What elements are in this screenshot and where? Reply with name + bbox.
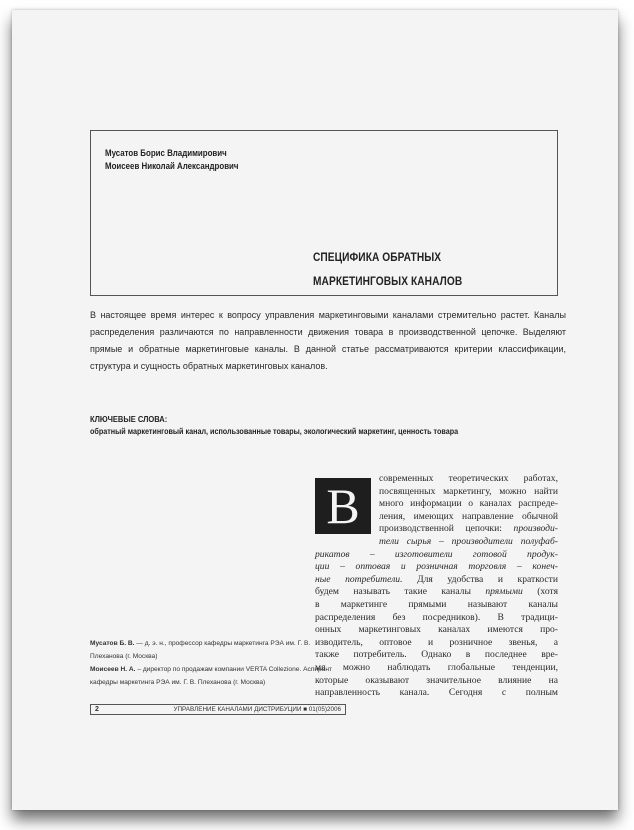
body-line: ные потребители. Для удобства и краткости [315, 573, 559, 585]
body-line: направленность канала. Сегодня с полным [315, 687, 558, 699]
page-number: 2 [95, 706, 99, 713]
document-page [12, 10, 618, 810]
body-line: мя можно наблюдать глобальные тенденции, [315, 661, 558, 673]
author-list [105, 147, 239, 173]
body-line: производственной цепочки: производи- [379, 523, 558, 535]
drop-cap: В [315, 478, 371, 534]
body-line: ции – оптовая и розничная торговля – конеч- [315, 561, 558, 573]
author-name: Моисеев Николай Александрович [105, 161, 239, 171]
body-line: много информации о каналах распреде- [379, 498, 558, 510]
body-line: изводитель, оптовое и розничное звенья, а [315, 636, 558, 648]
body-line: также потребитель. Однако в последнее вре- [315, 649, 558, 661]
body-line: тели сырья – производители полуфаб- [379, 535, 558, 547]
body-line: которые оказывают значительное влияние на [315, 674, 558, 686]
body-line: будем называть такие каналы прямыми (хотя [315, 586, 558, 598]
body-line: посвященных маркетингу, можно найти [379, 485, 558, 497]
article-title [313, 245, 462, 293]
body-line: современных теоретических работах, [379, 473, 558, 484]
title-line: СПЕЦИФИКА ОБРАТНЫХ [313, 250, 442, 264]
footnote-item: Мусатов Б. В. — д. э. н., профессор кафедры маркетинга РЭА им. Г. В. Плеханова (г. Москва) [90, 640, 311, 660]
body-line: онных маркетинговых каналах имеются про- [315, 624, 558, 636]
keywords-text: обратный маркетинговый канал, использованные товары, экологический маркетинг, ценность товара [90, 426, 459, 436]
page-footer [90, 704, 346, 715]
body-line: в маркетинге прямыми называют каналы [315, 598, 558, 610]
body-column [315, 473, 558, 700]
abstract: В настоящее время интерес к вопросу управления маркетинговыми каналами стремительно растет. Каналы распределения различаются по направленности движения товара в производственной цепочке. Выделяют прямые и обратные маркетинговые каналы. В данной статье рассматриваются критерии классификации, структура и сущность обратных маркетинговых каналов. [90, 310, 566, 371]
footnote-item: Моисеев Н. А. – директор по продажам компании VERTA Collezione. Аспирант кафедры маркетинга РЭА им. Г. В. Плеханова (г. Москва) [90, 666, 333, 686]
journal-name: УПРАВЛЕНИЕ КАНАЛАМИ ДИСТРИБУЦИИ ■ 01(05)2006 [173, 706, 341, 713]
title-line: МАРКЕТИНГОВЫХ КАНАЛОВ [313, 274, 463, 288]
keywords-label: КЛЮЧЕВЫЕ СЛОВА: [90, 414, 168, 424]
header-box [90, 130, 558, 296]
body-line: распределения без посредников). В традици- [315, 611, 558, 623]
body-line: рикатов – изготовители готовой продук- [315, 548, 558, 560]
author-name: Мусатов Борис Владимирович [105, 148, 227, 158]
author-footnotes [90, 637, 340, 689]
body-line: ления, имеющих направление обычной [379, 510, 558, 522]
